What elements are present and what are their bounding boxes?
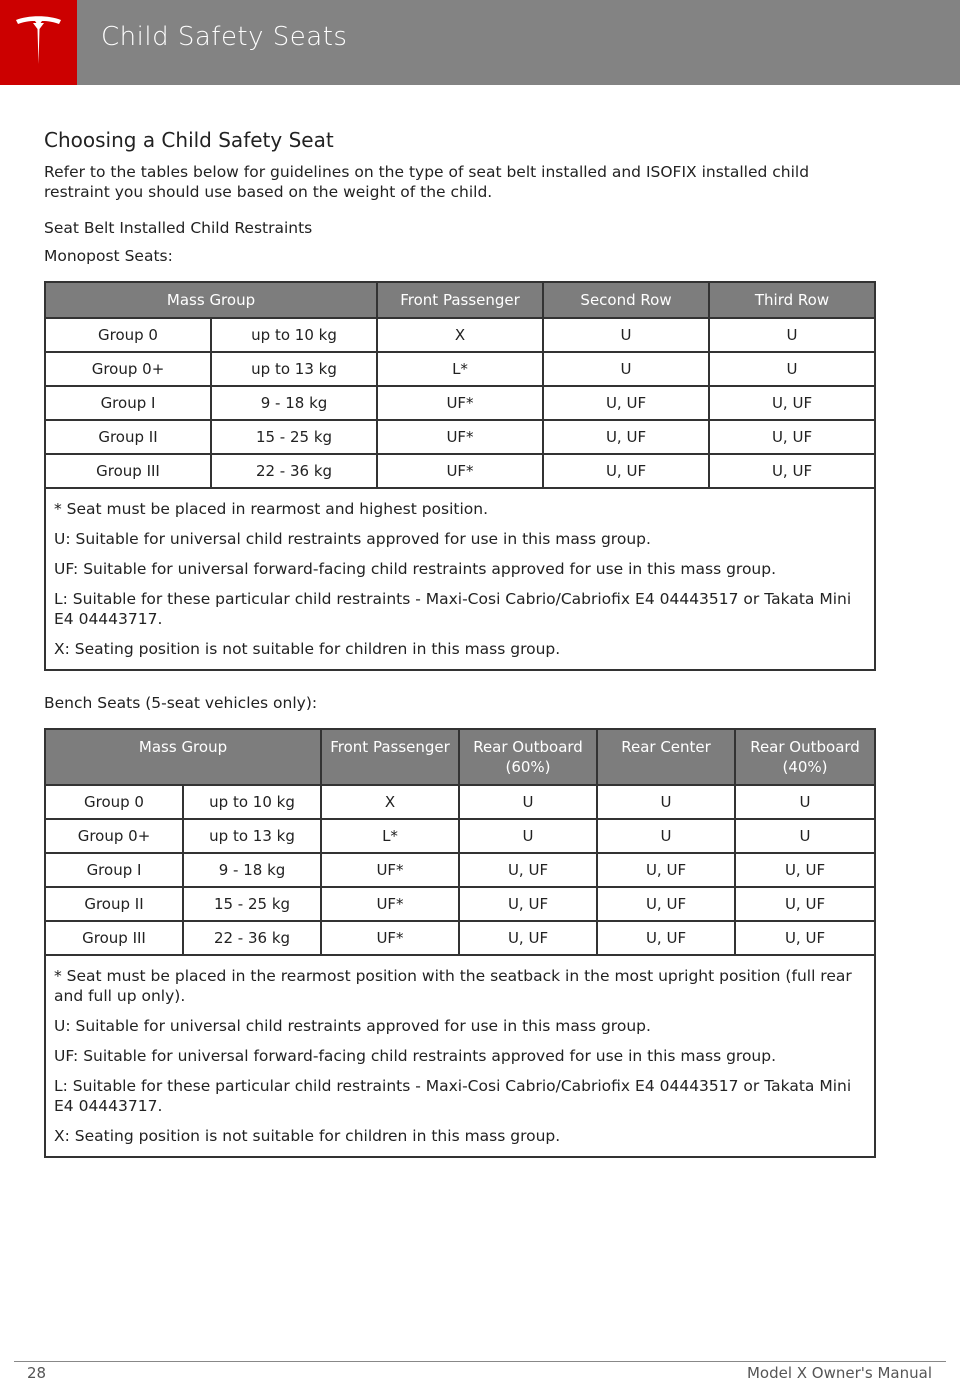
table-row: [45, 318, 875, 352]
table-cell: U: [709, 318, 875, 352]
table-row: [45, 853, 875, 887]
table-header-row: [45, 282, 875, 318]
table-cell: U: [709, 352, 875, 386]
table-row: [45, 887, 875, 921]
table-cell: up to 10 kg: [183, 785, 321, 819]
table-cell: U, UF: [735, 853, 875, 887]
table-notes-row: [45, 955, 875, 1157]
table-cell: Group III: [45, 921, 183, 955]
footer-divider: [14, 1361, 946, 1362]
monopost-label: Monopost Seats:: [44, 247, 173, 265]
table-cell: 15 - 25 kg: [211, 420, 377, 454]
table-row: [45, 352, 875, 386]
table-cell: Group III: [45, 454, 211, 488]
bench-label: Bench Seats (5-seat vehicles only):: [44, 694, 318, 712]
table-cell: U: [543, 318, 709, 352]
note-text: UF: Suitable for universal forward-facing child restraints approved for use in this mass group.: [54, 1047, 777, 1065]
table-cell: U: [543, 352, 709, 386]
table-cell: L*: [377, 352, 543, 386]
table-cell: UF*: [377, 420, 543, 454]
table-cell: U, UF: [459, 921, 597, 955]
table-cell: U, UF: [597, 853, 735, 887]
table-cell: U, UF: [709, 386, 875, 420]
table-row: [45, 921, 875, 955]
note-text: X: Seating position is not suitable for children in this mass group.: [54, 640, 561, 658]
table-cell: U, UF: [735, 921, 875, 955]
column-header: Rear Outboard (40%): [735, 729, 875, 785]
table-cell: 22 - 36 kg: [183, 921, 321, 955]
table-cell: UF*: [377, 454, 543, 488]
table-notes: [45, 955, 875, 1157]
table-cell: Group I: [45, 386, 211, 420]
bench-seats-table: [44, 728, 876, 1158]
table-cell: 9 - 18 kg: [211, 386, 377, 420]
subsection-title: Seat Belt Installed Child Restraints: [44, 219, 313, 237]
table-cell: U: [735, 819, 875, 853]
table-cell: Group 0: [45, 785, 183, 819]
table-cell: Group II: [45, 420, 211, 454]
table-cell: X: [321, 785, 459, 819]
note-text: X: Seating position is not suitable for children in this mass group.: [54, 1127, 561, 1145]
table-cell: U, UF: [709, 454, 875, 488]
table-cell: U, UF: [459, 853, 597, 887]
table-cell: 22 - 36 kg: [211, 454, 377, 488]
table-row: [45, 454, 875, 488]
manual-name: Model X Owner's Manual: [746, 1364, 932, 1382]
intro-paragraph: Refer to the tables below for guidelines on the type of seat belt installed and ISOFIX installed child restraint you should use based on the weight of the child.: [44, 163, 810, 201]
column-header: Front Passenger: [377, 282, 543, 318]
tesla-logo-icon: [12, 14, 65, 70]
table-cell: Group II: [45, 887, 183, 921]
table-notes-row: [45, 488, 875, 670]
note-text: * Seat must be placed in the rearmost position with the seatback in the most upright position (full rear and full up only).: [54, 967, 852, 1005]
note-text: L: Suitable for these particular child restraints - Maxi-Cosi Cabrio/Cabriofix E4 04443517 or Takata Mini E4 04443717.: [54, 1077, 852, 1115]
note-text: UF: Suitable for universal forward-facing child restraints approved for use in this mass group.: [54, 560, 777, 578]
column-header: Rear Center: [597, 729, 735, 785]
table-cell: U, UF: [543, 454, 709, 488]
note-text: U: Suitable for universal child restraints approved for use in this mass group.: [54, 530, 651, 548]
note-text: * Seat must be placed in rearmost and highest position.: [54, 500, 489, 518]
table-cell: up to 13 kg: [211, 352, 377, 386]
table-cell: 9 - 18 kg: [183, 853, 321, 887]
column-header: Front Passenger: [321, 729, 459, 785]
table-cell: U, UF: [597, 921, 735, 955]
table-cell: U, UF: [543, 386, 709, 420]
table-cell: U, UF: [597, 887, 735, 921]
monopost-seats-table: [44, 281, 876, 671]
table-cell: U: [459, 819, 597, 853]
column-header: Mass Group: [45, 282, 377, 318]
page-header: [0, 0, 960, 85]
table-cell: U: [735, 785, 875, 819]
column-header: Second Row: [543, 282, 709, 318]
table-cell: U: [459, 785, 597, 819]
table-header-row: [45, 729, 875, 785]
table-cell: U, UF: [459, 887, 597, 921]
table-row: [45, 386, 875, 420]
section-title: Choosing a Child Safety Seat: [44, 128, 334, 152]
page-header-title: Child Safety Seats: [101, 22, 348, 52]
table-cell: Group 0: [45, 318, 211, 352]
table-cell: U, UF: [543, 420, 709, 454]
table-cell: Group I: [45, 853, 183, 887]
brand-logo: [0, 0, 77, 85]
table-cell: Group 0+: [45, 352, 211, 386]
column-header: Rear Outboard (60%): [459, 729, 597, 785]
table-cell: UF*: [377, 386, 543, 420]
table-cell: UF*: [321, 887, 459, 921]
table-row: [45, 785, 875, 819]
table-row: [45, 819, 875, 853]
table-cell: X: [377, 318, 543, 352]
column-header: Mass Group: [45, 729, 321, 785]
note-text: L: Suitable for these particular child restraints - Maxi-Cosi Cabrio/Cabriofix E4 04443517 or Takata Mini E4 04443717.: [54, 590, 852, 628]
table-cell: U, UF: [735, 887, 875, 921]
note-text: U: Suitable for universal child restraints approved for use in this mass group.: [54, 1017, 651, 1035]
column-header: Third Row: [709, 282, 875, 318]
page-number: 28: [27, 1364, 47, 1382]
table-cell: L*: [321, 819, 459, 853]
table-cell: UF*: [321, 853, 459, 887]
table-notes: [45, 488, 875, 670]
table-cell: up to 13 kg: [183, 819, 321, 853]
table-cell: U: [597, 819, 735, 853]
table-cell: U: [597, 785, 735, 819]
table-cell: U, UF: [709, 420, 875, 454]
table-cell: Group 0+: [45, 819, 183, 853]
main-content: [44, 128, 874, 1158]
table-cell: UF*: [321, 921, 459, 955]
table-cell: up to 10 kg: [211, 318, 377, 352]
table-row: [45, 420, 875, 454]
table-cell: 15 - 25 kg: [183, 887, 321, 921]
